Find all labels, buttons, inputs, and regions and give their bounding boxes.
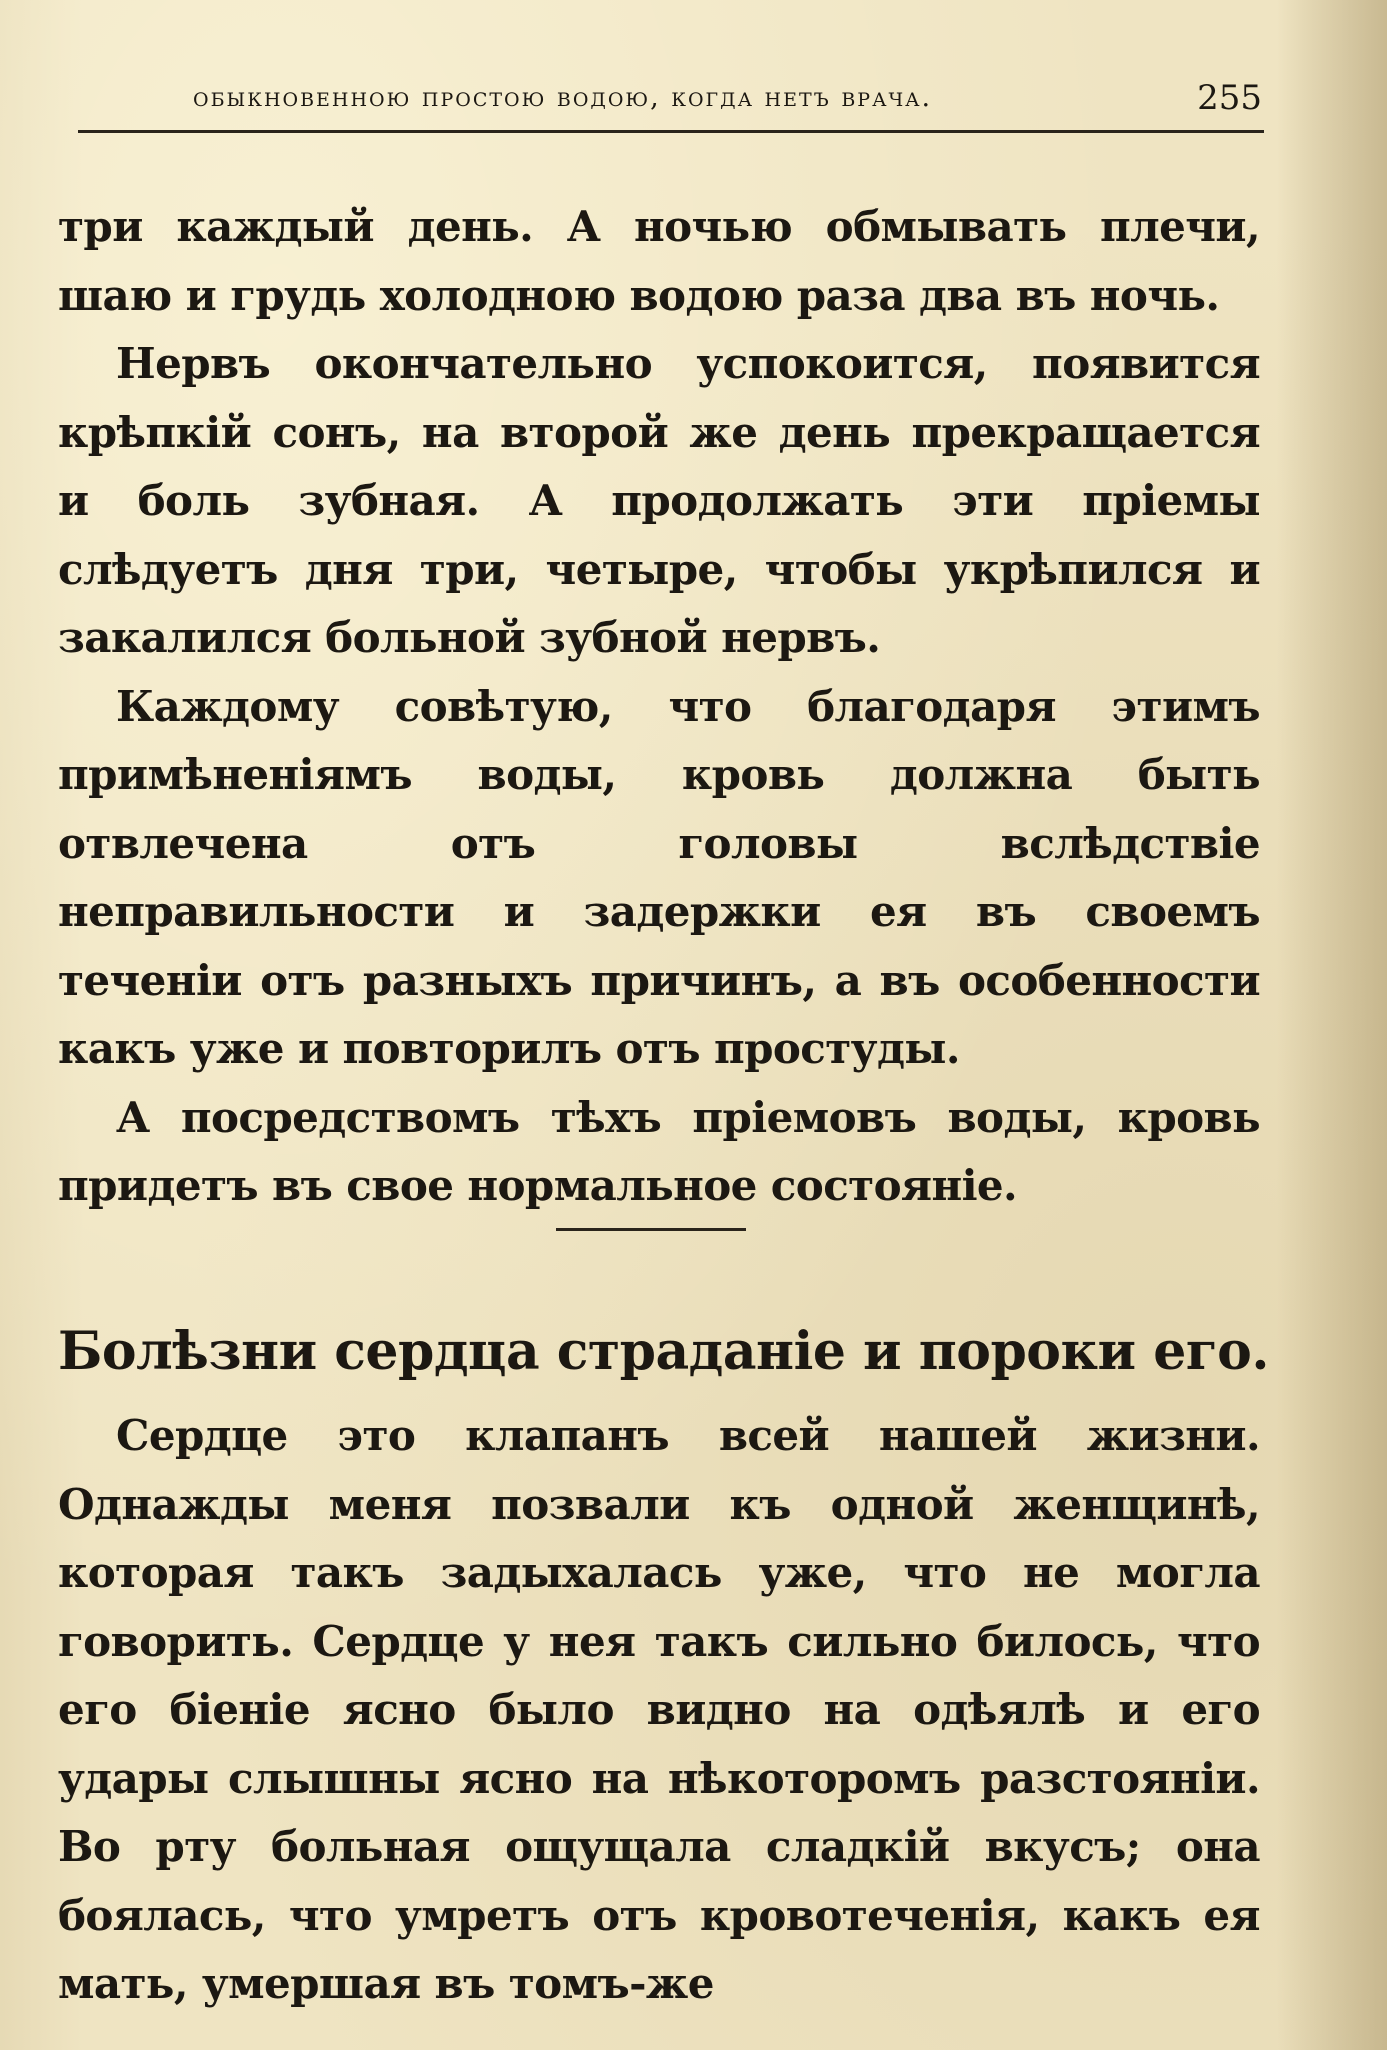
paragraph-continuation: три каждый день. А ночью обмывать плечи, шаю и грудь холодною водою раза два въ ночь.	[58, 202, 1260, 320]
paragraph-advice: Каждому совѣтую, что благодаря этимъ примѣненіямъ воды, кровь должна быть отвлечена отъ головы вслѣдствіе неправильности и задержки ея въ своемъ теченіи отъ разныхъ причинъ, а въ особенности какъ уже и повторилъ отъ простуды.	[58, 681, 1260, 1073]
running-header	[78, 74, 1264, 133]
paragraph-nerve-recovery: Нервъ окончательно успокоится, появится крѣпкій сонъ, на второй же день прекращается и боль зубная. А продолжать эти пріемы слѣдуетъ дня три, четыре, чтобы укрѣпился и закалился больной зубной нервъ.	[58, 339, 1260, 662]
paragraph-heart: Сердце это клапанъ всей нашей жизни. Однажды меня позвали къ одной женщинѣ, которая такъ задыхалась уже, что не могла говорить. Сердце у нея такъ сильно билось, что его біеніе ясно было видно на одѣялѣ и его удары слышны ясно на нѣкоторомъ разстояніи. Во рту больная ощущала сладкій вкусъ; она боялась, что умретъ отъ кровотеченія, какъ ея мать, умершая въ томъ-же	[58, 1411, 1260, 2008]
body-text-section	[58, 1402, 1260, 2019]
running-title: обыкновенною простою водою, когда нетъ врача.	[193, 82, 933, 113]
section-divider	[556, 1228, 746, 1231]
section-heading: Болѣзни сердца страданіе и пороки его.	[58, 1321, 1269, 1383]
page-edge-shadow	[1277, 0, 1387, 2050]
paragraph-blood-normal: А посредствомъ тѣхъ пріемовъ воды, кровь придетъ въ свое нормальное состояніе.	[58, 1092, 1260, 1210]
body-text-before-section	[58, 193, 1260, 1221]
page-number: 255	[1197, 78, 1262, 118]
